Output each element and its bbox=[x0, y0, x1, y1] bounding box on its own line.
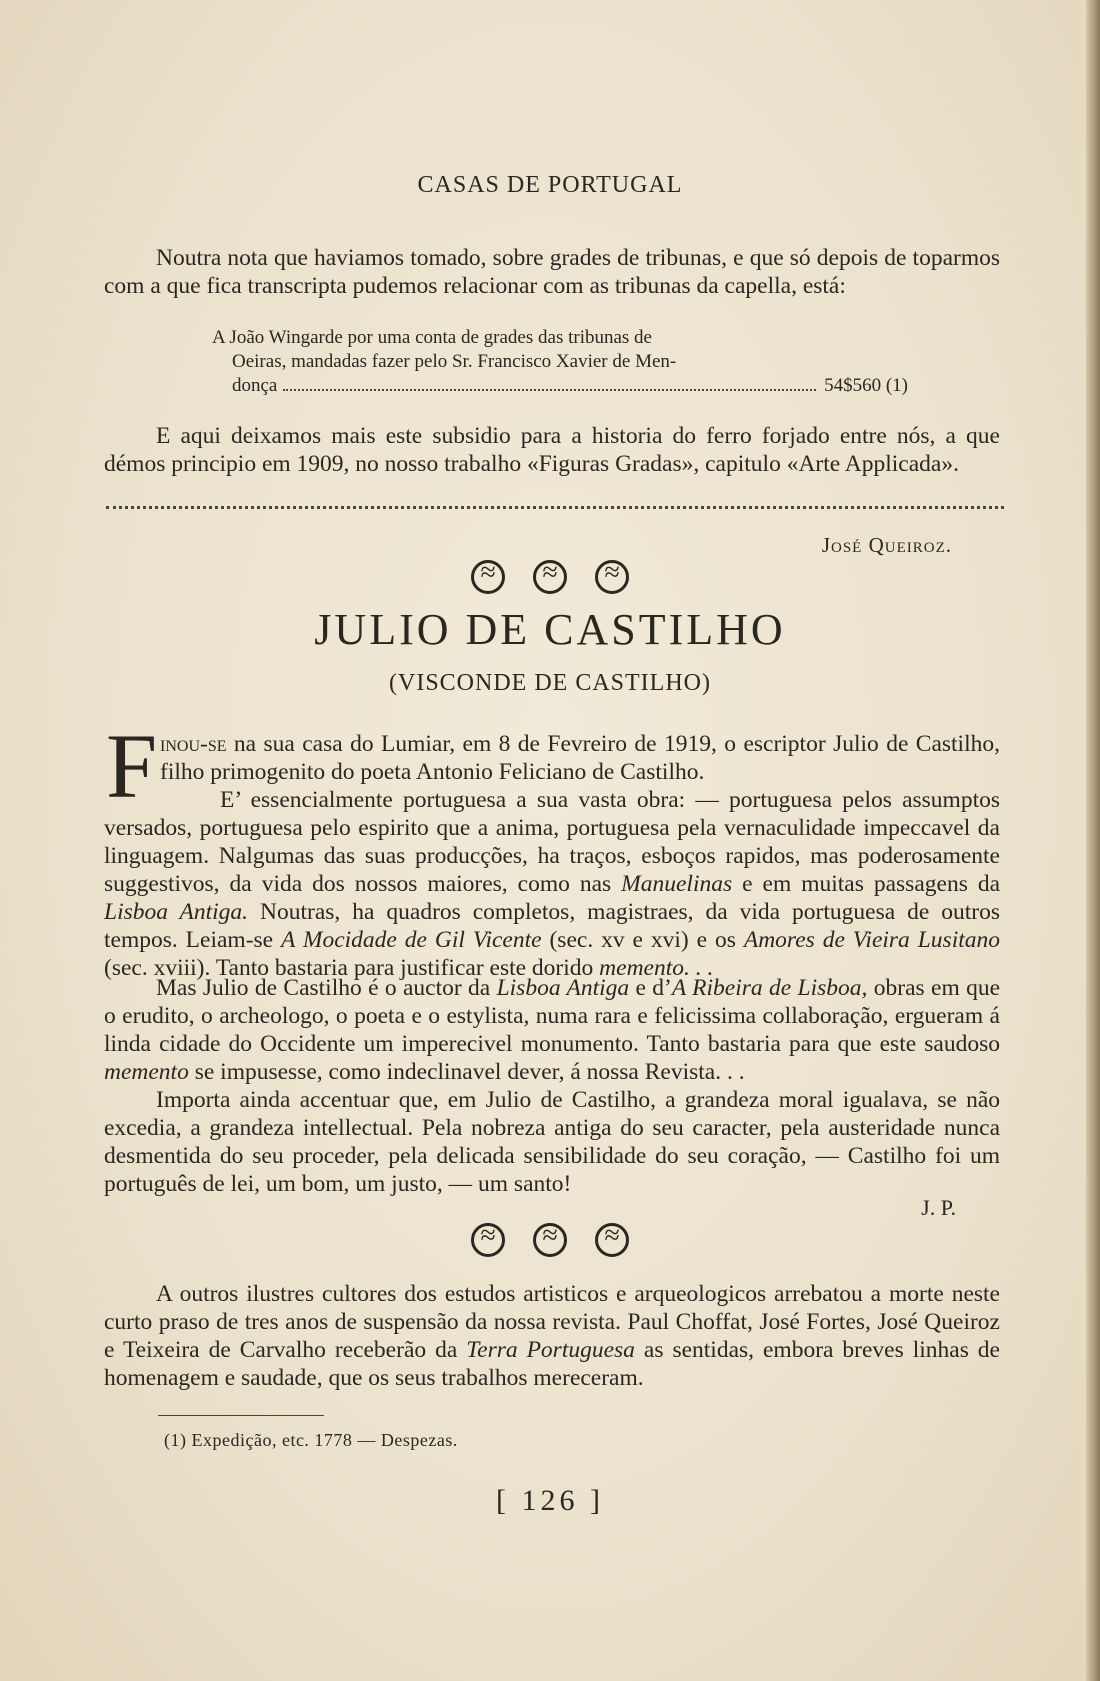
fleuron-icon bbox=[471, 1223, 505, 1257]
p3-italic-2: A Ribeira de Lisboa, bbox=[671, 975, 868, 1001]
fleuron-icon bbox=[471, 560, 505, 594]
ornament-row-2 bbox=[0, 1223, 1100, 1265]
fleuron-icon bbox=[595, 1223, 629, 1257]
p2-text-a: E’ essencialmente portuguesa a sua vasta obra: — portuguesa pelos assumptos versados, portuguesa pelo espirito que a anima, portuguesa pela vernaculidade impeccavel da linguagem. Nalgumas das suas producções, ha traços, esboços rapidos, mas poderosamente suggestivos, da vida dos nossos maiores, como nas bbox=[104, 787, 1000, 897]
lead-in: inou-se bbox=[160, 731, 227, 757]
closing-paragraph: E aqui deixamos mais este subsidio para a historia do ferro forjado entre nós, a que démos principio em 1909, no nosso trabalho «Figuras Gradas», capitulo «Arte Applicada». bbox=[104, 423, 1000, 477]
quote-amount: 54$560 (1) bbox=[824, 375, 908, 396]
intro-paragraph: Noutra nota que haviamos tomado, sobre grades de tribunas, e que só depois de toparmos com a que fica transcripta pudemos relacionar com as tribunas da capella, está: bbox=[104, 245, 1000, 299]
p2-text-c: Noutras, ha quadros completos, magistraes, da vida portuguesa de outros tempos. Leiam-se bbox=[104, 899, 1000, 953]
p2-text-d: (sec. xv e xvi) e os bbox=[541, 927, 744, 953]
paragraph-1 bbox=[160, 730, 1000, 786]
fleuron-icon bbox=[595, 560, 629, 594]
p2-italic-1: Manuelinas bbox=[621, 871, 733, 897]
p5-italic-1: Terra Portuguesa bbox=[466, 1337, 635, 1363]
page-edge bbox=[1086, 0, 1100, 1681]
article-title: JULIO DE CASTILHO bbox=[314, 605, 786, 654]
article-subtitle: (VISCONDE DE CASTILHO) bbox=[389, 670, 711, 696]
paragraph-3 bbox=[104, 974, 1000, 1086]
paragraph-2 bbox=[104, 786, 1000, 982]
paragraph-4: Importa ainda accentuar que, em Julio de Castilho, a grandeza moral igualava, se não excedia, a grandeza intellectual. Pela nobreza antiga do seu caracter, pela austeridade nunca desmentida do seu proceder, pela delicada sensibilidade do seu coração, — Castilho foi um português de lei, um bom, um justo, — um santo! bbox=[104, 1087, 1000, 1197]
p3-italic-1: Lisboa Antiga bbox=[496, 975, 630, 1001]
author-initials: J. P. bbox=[921, 1195, 956, 1220]
fleuron-icon bbox=[533, 1223, 567, 1257]
p3-text-d: se impusesse, como indeclinavel dever, á nossa Revista. . . bbox=[188, 1059, 745, 1085]
p2-italic-5: memento. . . bbox=[599, 955, 714, 981]
p3-text-c: obras em que o erudito, o archeologo, o poeta e o estylista, numa rara e felicissima collaboração, ergueram á linda cidade do Occidente um imperecivel monumento. Tanto bastaria para que este saudoso bbox=[104, 975, 1001, 1057]
running-title: CASAS DE PORTUGAL bbox=[417, 172, 683, 198]
signature: José Queiroz. bbox=[821, 533, 952, 557]
p3-text-a: Mas Julio de Castilho é o auctor da bbox=[156, 975, 497, 1001]
p3-text-b: e d’ bbox=[629, 975, 672, 1001]
paragraph-5 bbox=[104, 1280, 1000, 1392]
quote-line-2: Oeiras, mandadas fazer pelo Sr. Francisco Xavier de Men- bbox=[232, 351, 677, 372]
p3-italic-3: memento bbox=[104, 1059, 189, 1085]
quote-line-1: A João Wingarde por uma conta de grades das tribunas de bbox=[212, 327, 652, 348]
p2-italic-2: Lisboa Antiga. bbox=[104, 899, 249, 925]
quoted-entry bbox=[212, 326, 908, 398]
ornament-row-1 bbox=[0, 560, 1100, 602]
page-number: [ 126 ] bbox=[496, 1484, 604, 1517]
paragraph-1-text: na sua casa do Lumiar, em 8 de Fevreiro de 1919, o escriptor Julio de Castilho, filho primogenito do poeta Antonio Feliciano de Castilho. bbox=[160, 731, 1000, 785]
footnote: (1) Expedição, etc. 1778 — Despezas. bbox=[164, 1430, 458, 1450]
p2-text-b: e em muitas passagens da bbox=[732, 871, 1000, 897]
quote-line-3: donça bbox=[232, 375, 278, 396]
p5-text-b: as sentidas, embora breves linhas de homenagem e saudade, que os seus trabalhos mereceram. bbox=[104, 1337, 1000, 1391]
footnote-rule bbox=[158, 1415, 324, 1416]
p2-italic-3: A Mocidade de Gil Vicente bbox=[281, 927, 542, 953]
p5-text-a: A outros ilustres cultores dos estudos artisticos e arqueologicos arrebatou a morte neste curto praso de tres anos de suspensão da nossa revista. Paul Choffat, José Fortes, José Queiroz e Teixeira de Carvalho receberão da bbox=[104, 1281, 1000, 1363]
dotted-separator bbox=[106, 498, 1004, 509]
p2-italic-4: Amores de Vieira Lusitano bbox=[743, 927, 1001, 953]
p2-text-e: (sec. xviii). Tanto bastaria para justificar este dorido bbox=[104, 955, 600, 981]
drop-cap: F bbox=[106, 715, 158, 817]
fleuron-icon bbox=[533, 560, 567, 594]
dot-leader bbox=[283, 389, 816, 391]
